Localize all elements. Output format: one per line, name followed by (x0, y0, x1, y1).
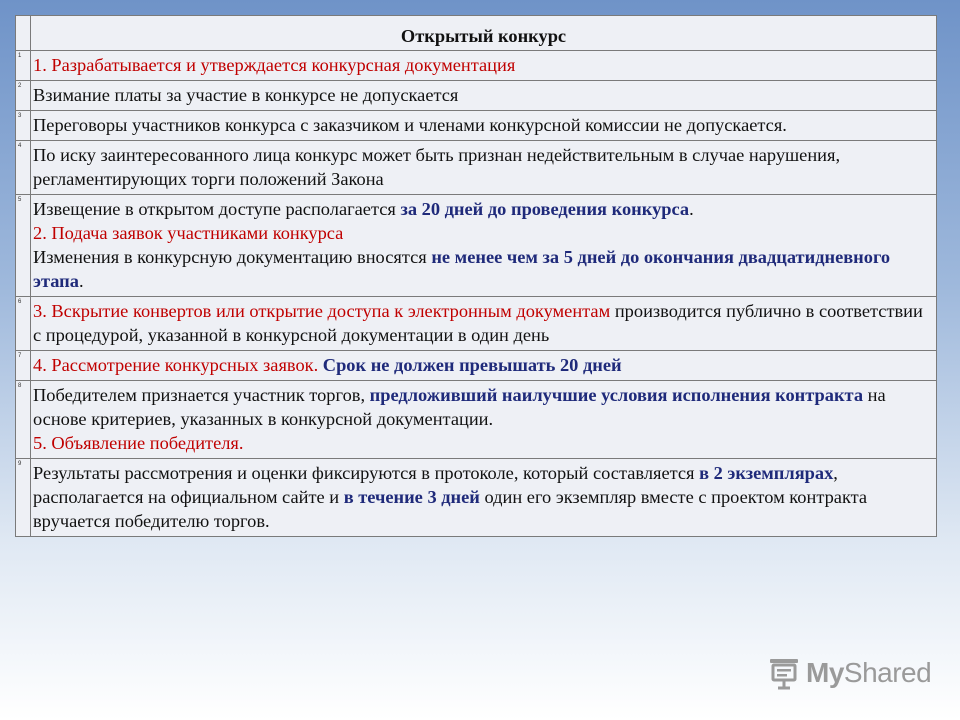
row-text: Переговоры участников конкурса с заказчиком и членами конкурсной комиссии не допускается. (31, 111, 937, 141)
row-number: 5 (16, 195, 31, 297)
table-row (16, 351, 937, 381)
row-number: 7 (16, 351, 31, 381)
table-row (16, 195, 937, 297)
row-text: Взимание платы за участие в конкурсе не допускается (31, 81, 937, 111)
row-text: 1. Разрабатывается и утверждается конкурсная документация (31, 51, 937, 81)
presentation-board-icon (766, 655, 802, 691)
table-row (16, 111, 937, 141)
row-number: 3 (16, 111, 31, 141)
row-number: 1 (16, 51, 31, 81)
row-text: Результаты рассмотрения и оценки фиксируются в протоколе, который составляется в 2 экземплярах, располагается на официальном сайте и в течение 3 дней один его экземпляр вместе с проектом контракта вручается победителю торгов. (31, 459, 937, 537)
row-number: 8 (16, 381, 31, 459)
row-text: Победителем признается участник торгов, предложивший наилучшие условия исполнения контракта на основе критериев, указанных в конкурсной документации. 5. Объявление победителя. (31, 381, 937, 459)
table-header-row (16, 16, 937, 51)
myshared-logo (766, 655, 931, 691)
table-row (16, 297, 937, 351)
table-row (16, 81, 937, 111)
row-number: 4 (16, 141, 31, 195)
row-text: По иску заинтересованного лица конкурс может быть признан недействительным в случае нарушения, регламентирующих торги положений Закона (31, 141, 937, 195)
row-number: 2 (16, 81, 31, 111)
table-title: Открытый конкурс (31, 16, 937, 51)
logo-text: MyShared (806, 657, 932, 688)
table-row (16, 51, 937, 81)
row-number: 6 (16, 297, 31, 351)
row-text: 4. Рассмотрение конкурсных заявок. Срок не должен превышать 20 дней (31, 351, 937, 381)
table-row (16, 381, 937, 459)
row-text: 3. Вскрытие конвертов или открытие доступа к электронным документам производится публично в соответствии с процедурой, указанной в конкурсной документации в один день (31, 297, 937, 351)
table-row (16, 459, 937, 537)
row-text: Извещение в открытом доступе располагается за 20 дней до проведения конкурса. 2. Подача заявок участниками конкурса Изменения в конкурсную документацию вносятся не менее чем за 5 дней до окончания двадцатидневного этапа. (31, 195, 937, 297)
row-number: 9 (16, 459, 31, 537)
table-row (16, 141, 937, 195)
procedure-table (15, 15, 937, 537)
